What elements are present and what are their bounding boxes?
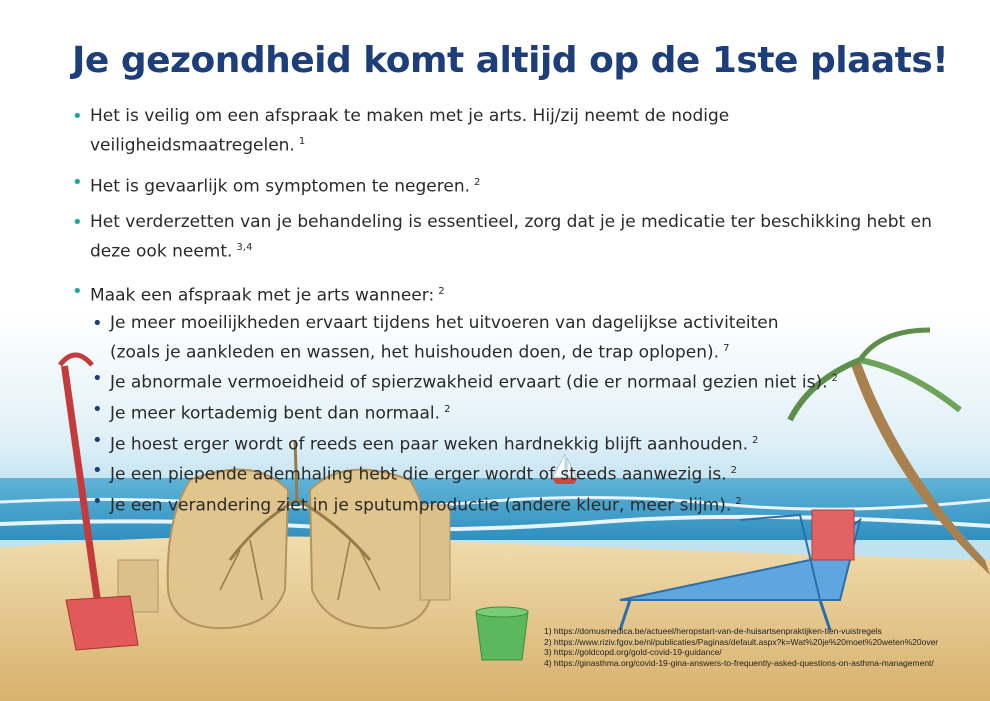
sublist-item <box>90 428 948 458</box>
bullet-text: Het is gevaarlijk om symptomen te negeren. <box>90 176 471 197</box>
reference-link[interactable]: 4) https://ginasthma.org/covid-19-gina-answers-to-frequently-asked-questions-on-asthma-management/ <box>544 657 934 668</box>
page-title: Je gezondheid komt altijd op de 1ste plaats! <box>72 40 949 81</box>
reference-marker: 2 <box>730 465 738 477</box>
sublist-text: Je abnormale vermoeidheid of spierzwakheid ervaart (die er normaal gezien niet is). <box>110 372 828 393</box>
reference-marker: 2 <box>735 495 742 507</box>
appointment-heading: Maak een afspraak met je arts wanneer: <box>90 285 435 306</box>
list-item <box>68 170 948 200</box>
bullet-text: Het verderzetten van je behandeling is essentieel, zorg dat je je medicatie ter beschikking hebt en deze ook neemt. <box>90 212 932 262</box>
appointment-sublist <box>90 311 948 519</box>
reference-marker: 2 <box>438 285 445 297</box>
reference-link[interactable]: 1) https://domusmedica.be/actueel/heropstart-van-de-huisartsenpraktijken-tien-vuistregels <box>544 626 882 636</box>
reference-marker: 2 <box>444 403 451 415</box>
list-item <box>68 210 948 265</box>
reference-marker: 2 <box>474 176 481 188</box>
reference-marker: 2 <box>752 434 759 446</box>
reference-link[interactable]: 2) https://www.riziv.fgov.be/nl/publicaties/Paginas/default.aspx?k=Wat%20je%20moet%20weten%20over <box>544 636 939 647</box>
info-list <box>68 104 948 520</box>
reference-marker: 1 <box>298 136 306 147</box>
sublist-item <box>90 397 948 427</box>
reference-marker: 7 <box>723 342 730 354</box>
reference-marker: 2 <box>831 373 838 385</box>
sublist-text: Je een piepende ademhaling hebt die erger wordt of steeds aanwezig is. <box>110 464 727 485</box>
sublist-item <box>90 366 948 396</box>
sublist-item <box>90 311 948 366</box>
sublist-text: Je meer kortademig bent dan normaal. <box>110 403 441 424</box>
sublist-text: Je hoest erger wordt of reeds een paar weken hardnekkig blijft aanhouden. <box>110 434 749 455</box>
sublist-text-line1: Je meer moeilijkheden ervaart tijdens het uitvoeren van dagelijkse activiteiten <box>110 312 779 333</box>
sublist-text: Je een verandering ziet in je sputumproductie (andere kleur, meer slijm). <box>110 495 732 516</box>
sublist-item <box>90 458 948 488</box>
sublist-item <box>90 489 948 519</box>
bullet-text: Het is veilig om een afspraak te maken met je arts. Hij/zij neemt de nodige veiligheidsmaatregelen. <box>90 106 730 156</box>
list-item-appointment <box>68 279 948 519</box>
reference-link[interactable]: 3) https://goldcopd.org/gold-covid-19-guidance/ <box>544 647 722 657</box>
list-item <box>68 104 948 159</box>
reference-marker: 3,4 <box>236 242 253 254</box>
sublist-text-line2: (zoals je aankleden en wassen, het huishouden doen, de trap oplopen). <box>110 342 720 363</box>
reference-list <box>544 626 938 668</box>
green-bucket <box>476 607 528 660</box>
